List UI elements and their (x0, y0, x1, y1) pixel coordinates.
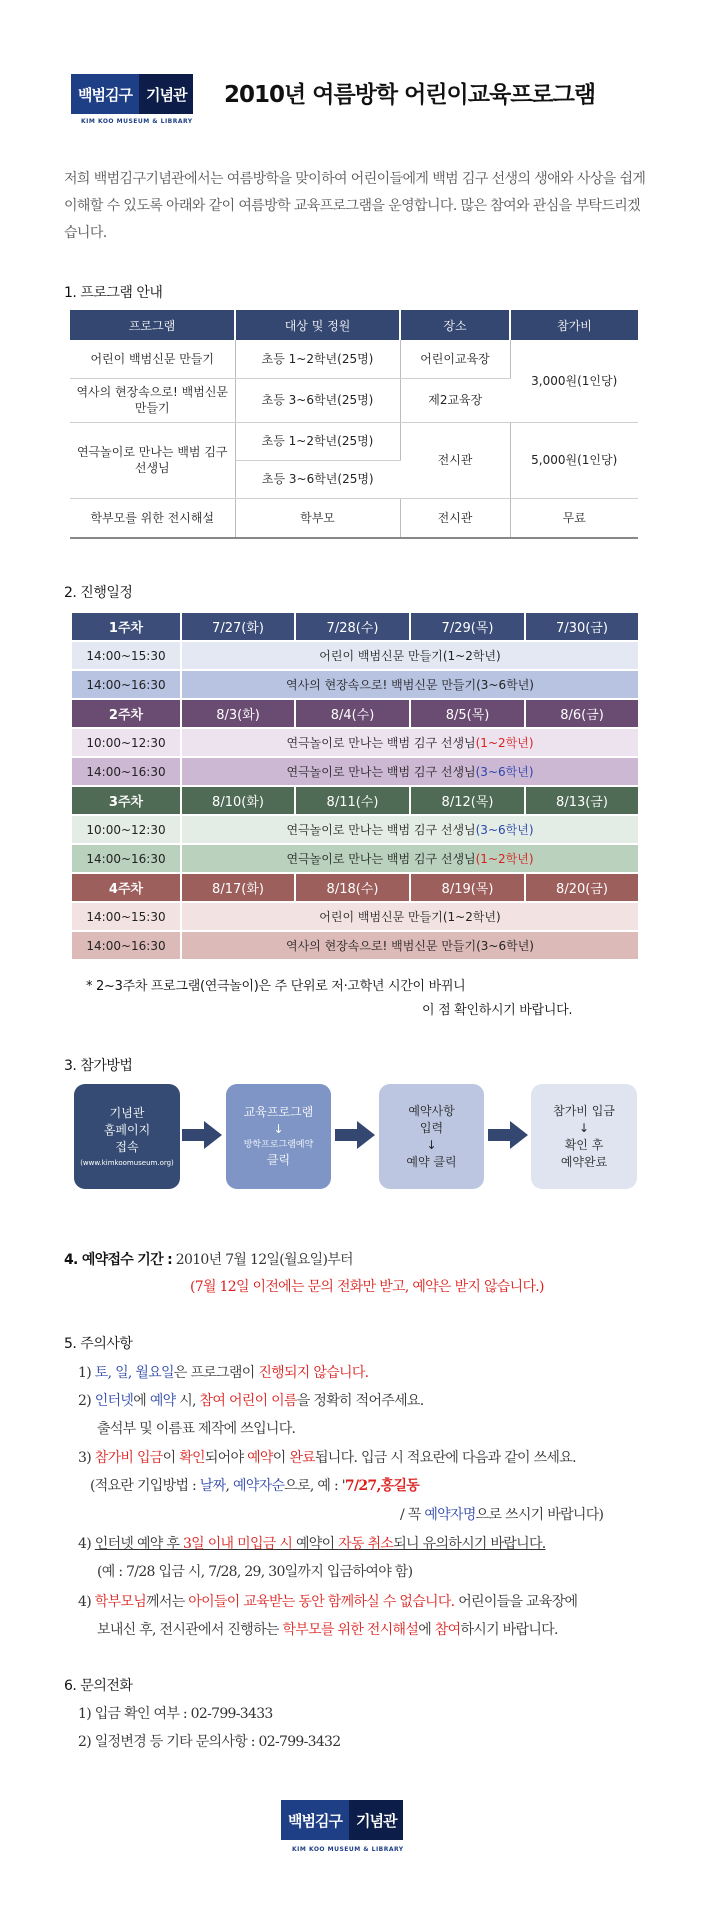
highlight-text: 토, 일, 월요일 (94, 1365, 174, 1381)
item-number: 2) (78, 1393, 91, 1409)
text: 하시기 바랍니다. (460, 1622, 558, 1638)
place-cell: 제2교육장 (400, 378, 510, 422)
text: 예약이 (292, 1536, 339, 1552)
item-number: 3) (78, 1450, 91, 1466)
caution-item (78, 1591, 577, 1611)
program-cell (181, 844, 639, 873)
date-cell: 8/18(수) (295, 873, 410, 902)
text: (적요란 기입방법 : (90, 1478, 200, 1494)
schedule-row (71, 844, 639, 873)
col-header: 장소 (400, 310, 510, 340)
text: / 꼭 (400, 1507, 425, 1523)
text: 보내신 후, 전시관에서 진행하는 (97, 1622, 283, 1638)
caution-subtext: 출석부 및 이름표 제작에 쓰입니다. (97, 1421, 296, 1437)
highlight-text: 날짜 (199, 1478, 226, 1494)
step-text: 확인 후 (564, 1137, 604, 1152)
logo-accent-text: 기념관 (139, 74, 193, 114)
col-header: 대상 및 정원 (235, 310, 400, 340)
schedule-row (71, 757, 639, 786)
date-cell: 7/27(화) (181, 612, 295, 641)
week-header-row (71, 612, 639, 641)
highlight-text: 아이들이 교육받는 동안 함께하실 수 없습니다. (188, 1594, 455, 1610)
footer-logo (281, 1800, 403, 1840)
program-cell: 역사의 현장속으로! 백범신문 만들기 (70, 378, 235, 422)
item-number: 4) (78, 1594, 91, 1610)
program-table (70, 310, 638, 539)
arrow-right-icon (182, 1120, 222, 1150)
time-cell: 14:00~16:30 (71, 757, 181, 786)
step-text: 기념관 (109, 1106, 145, 1120)
time-cell: 14:00~16:30 (71, 931, 181, 960)
program-name: 연극놀이로 만나는 백범 김구 선생님 (286, 736, 476, 750)
highlight-text: 3일 이내 미입금 시 (182, 1536, 293, 1552)
contact-item: 2) 일정변경 등 기타 문의사항 : 02-799-3432 (78, 1734, 341, 1750)
step-text: 홈페이지 (103, 1123, 151, 1137)
date-cell: 8/12(목) (410, 786, 525, 815)
section-heading-period: 4. 예약접수 기간 : (64, 1252, 173, 1268)
text: 으로, 예 : ' (284, 1478, 345, 1494)
caution-subtext (97, 1619, 558, 1639)
logo-accent-text: 기념관 (349, 1800, 403, 1840)
caution-item (78, 1362, 368, 1382)
step-text: 교육프로그램 (243, 1105, 314, 1119)
program-cell: 어린이 백범신문 만들기(1~2학년) (181, 641, 639, 670)
highlight-text: 인터넷 (94, 1393, 134, 1409)
schedule-row (71, 931, 639, 960)
grade-label: (3~6학년) (475, 823, 534, 837)
schedule-note (86, 975, 572, 1023)
step-text: 예약완료 (560, 1154, 608, 1169)
text: 은 프로그램이 (173, 1365, 259, 1381)
caution-item (78, 1533, 546, 1553)
target-cell: 초등 3~6학년(25명) (235, 378, 400, 422)
target-cell: 초등 1~2학년(25명) (235, 422, 400, 460)
arrow-down-icon: ↓ (578, 1120, 590, 1135)
section-heading-schedule: 2. 진행일정 (64, 585, 133, 601)
period-text: 2010년 7월 12일(월요일)부터 (175, 1252, 353, 1268)
text: 되니 유의하시기 바랍니다. (393, 1536, 546, 1552)
schedule-row (71, 670, 639, 699)
highlight-text: 학부모를 위한 전시해설 (282, 1622, 419, 1638)
fee-cell: 5,000원(1인당) (510, 422, 638, 498)
period-note: (7월 12일 이전에는 문의 전화만 받고, 예약은 받지 않습니다.) (190, 1279, 544, 1295)
text: 이 (162, 1450, 180, 1466)
program-name: 연극놀이로 만나는 백범 김구 선생님 (286, 852, 476, 866)
program-cell: 역사의 현장속으로! 백범신문 만들기(3~6학년) (181, 931, 639, 960)
caution-subtext (90, 1475, 419, 1495)
col-header: 프로그램 (70, 310, 235, 340)
week-label: 3주차 (71, 786, 181, 815)
note-line: * 2~3주차 프로그램(연극놀이)은 주 단위로 저·고학년 시간이 바뀌니 (86, 979, 466, 994)
step-reservation-input (379, 1084, 484, 1189)
program-cell (181, 728, 639, 757)
week-header-row (71, 873, 639, 902)
highlight-text: 학부모님 (94, 1594, 147, 1610)
highlight-text: 예약자명 (424, 1507, 476, 1523)
date-cell: 8/17(화) (181, 873, 295, 902)
target-cell: 초등 3~6학년(25명) (235, 460, 400, 498)
logo-subtitle: KIM KOO MUSEUM & LIBRARY (292, 1846, 404, 1853)
highlight-text: 진행되지 않습니다. (258, 1365, 369, 1381)
logo-main-text: 백범김구 (281, 1800, 349, 1840)
section-heading-contact: 6. 문의전화 (64, 1678, 133, 1694)
schedule-row (71, 815, 639, 844)
text: , (225, 1478, 233, 1494)
highlight-text: 참여 (434, 1622, 461, 1638)
reservation-period (64, 1249, 353, 1269)
text: 어린이들을 교육장에 (454, 1594, 578, 1610)
time-cell: 10:00~12:30 (71, 728, 181, 757)
step-text: 예약 클릭 (406, 1154, 457, 1169)
caution-item (78, 1447, 576, 1467)
fee-cell: 3,000원(1인당) (510, 340, 638, 422)
logo-subtitle: KIM KOO MUSEUM & LIBRARY (81, 118, 193, 125)
program-cell: 학부모를 위한 전시해설 (70, 498, 235, 538)
step-homepage (74, 1084, 180, 1189)
text: 에 (133, 1393, 150, 1409)
arrow-down-icon: ↓ (426, 1137, 437, 1152)
week-header-row (71, 786, 639, 815)
program-name: 연극놀이로 만나는 백범 김구 선생님 (286, 765, 476, 779)
caution-subtext: (예 : 7/28 입금 시, 7/28, 29, 30일까지 입금하여야 함) (97, 1564, 413, 1580)
grade-label: (1~2학년) (475, 852, 534, 866)
table-row (70, 422, 638, 460)
time-cell: 14:00~15:30 (71, 641, 181, 670)
grade-label: (1~2학년) (475, 736, 534, 750)
highlight-text: 자동 취소 (338, 1536, 394, 1552)
place-cell: 전시관 (400, 422, 510, 498)
step-text: 클릭 (266, 1153, 291, 1167)
table-row (70, 340, 638, 378)
arrow-right-icon (335, 1120, 375, 1150)
schedule-row (71, 902, 639, 931)
date-cell: 8/20(금) (525, 873, 639, 902)
step-text: 참가비 입금 (553, 1103, 615, 1118)
note-line: 이 점 확인하시기 바랍니다. (422, 1003, 573, 1018)
highlight-text: 예약자순 (232, 1478, 285, 1494)
date-cell: 8/5(목) (410, 699, 525, 728)
week-label: 1주차 (71, 612, 181, 641)
step-program-click (226, 1084, 331, 1189)
item-number: 4) (78, 1536, 91, 1552)
time-cell: 14:00~16:30 (71, 670, 181, 699)
text: 인터넷 예약 후 (94, 1536, 183, 1552)
highlight-text: 참여 어린이 이름 (199, 1393, 297, 1409)
highlight-text: 참가비 입금 (94, 1450, 163, 1466)
target-cell: 초등 1~2학년(25명) (235, 340, 400, 378)
page-title: 2010년 여름방학 어린이교육프로그램 (224, 82, 596, 108)
date-cell: 8/19(목) (410, 873, 525, 902)
text: 으로 쓰시기 바랍니다) (475, 1507, 604, 1523)
text: 에 (418, 1622, 435, 1638)
place-cell: 어린이교육장 (400, 340, 510, 378)
date-cell: 8/4(수) (295, 699, 410, 728)
time-cell: 14:00~16:30 (71, 844, 181, 873)
table-row (70, 498, 638, 538)
homepage-url: (www.kimkoomuseum.org) (80, 1159, 174, 1167)
museum-logo (71, 74, 193, 114)
program-cell: 역사의 현장속으로! 백범신문 만들기(3~6학년) (181, 670, 639, 699)
date-cell: 7/30(금) (525, 612, 639, 641)
schedule-row (71, 728, 639, 757)
col-header: 참가비 (510, 310, 638, 340)
section-heading-program: 1. 프로그램 안내 (64, 285, 163, 301)
table-header-row (70, 310, 638, 340)
program-cell: 연극놀이로 만나는 백범 김구 선생님 (70, 422, 235, 498)
date-cell: 8/6(금) (525, 699, 639, 728)
program-cell (181, 757, 639, 786)
highlight-text: 예약 (247, 1450, 273, 1466)
highlight-text: 완료 (289, 1450, 315, 1466)
caution-item (78, 1390, 424, 1410)
date-cell: 8/13(금) (525, 786, 639, 815)
fee-cell: 무료 (510, 498, 638, 538)
logo-main-text: 백범김구 (71, 74, 139, 114)
contact-item: 1) 입금 확인 여부 : 02-799-3433 (78, 1706, 273, 1722)
text: 이 (272, 1450, 290, 1466)
program-cell: 어린이 백범신문 만들기(1~2학년) (181, 902, 639, 931)
program-name: 연극놀이로 만나는 백범 김구 선생님 (286, 823, 476, 837)
week-label: 4주차 (71, 873, 181, 902)
date-cell: 7/29(목) (410, 612, 525, 641)
target-cell: 학부모 (235, 498, 400, 538)
schedule-table (70, 611, 640, 961)
step-payment (531, 1084, 637, 1189)
date-cell: 7/28(수) (295, 612, 410, 641)
program-cell: 어린이 백범신문 만들기 (70, 340, 235, 378)
week-header-row (71, 699, 639, 728)
text: 되어야 (204, 1450, 248, 1466)
grade-label: (3~6학년) (475, 765, 534, 779)
intro-paragraph: 저희 백범김구기념관에서는 여름방학을 맞이하여 어린이들에게 백범 김구 선생의 생애와 사상을 쉽게 이해할 수 있도록 아래와 같이 여름방학 교육프로그램을 운영합니다. 많은 참여와 관심을 부탁드리겠습니다. (64, 171, 646, 241)
week-label: 2주차 (71, 699, 181, 728)
section-heading-method: 3. 참가방법 (64, 1058, 133, 1074)
schedule-row (71, 641, 639, 670)
time-cell: 14:00~15:30 (71, 902, 181, 931)
text: 됩니다. 입금 시 적요란에 다음과 같이 쓰세요. (314, 1450, 576, 1466)
step-text: 예약사항 (408, 1103, 455, 1118)
caution-subtext (400, 1504, 603, 1524)
item-number: 1) (78, 1365, 91, 1381)
step-text: 방학프로그램예약 (243, 1140, 314, 1150)
arrow-right-icon (488, 1120, 528, 1150)
text: 께서는 (146, 1594, 189, 1610)
highlight-text: 7/27,홍길동 (344, 1478, 420, 1494)
program-cell (181, 815, 639, 844)
place-cell: 전시관 (400, 498, 510, 538)
time-cell: 10:00~12:30 (71, 815, 181, 844)
step-text: 입력 (419, 1120, 444, 1135)
text: 을 정확히 적어주세요. (296, 1393, 424, 1409)
date-cell: 8/10(화) (181, 786, 295, 815)
date-cell: 8/11(수) (295, 786, 410, 815)
arrow-down-icon: ↓ (273, 1122, 284, 1136)
highlight-text: 예약 (149, 1393, 176, 1409)
text: 시, (175, 1393, 200, 1409)
highlight-text: 확인 (179, 1450, 205, 1466)
step-text: 접속 (115, 1140, 139, 1154)
date-cell: 8/3(화) (181, 699, 295, 728)
section-heading-cautions: 5. 주의사항 (64, 1336, 133, 1352)
